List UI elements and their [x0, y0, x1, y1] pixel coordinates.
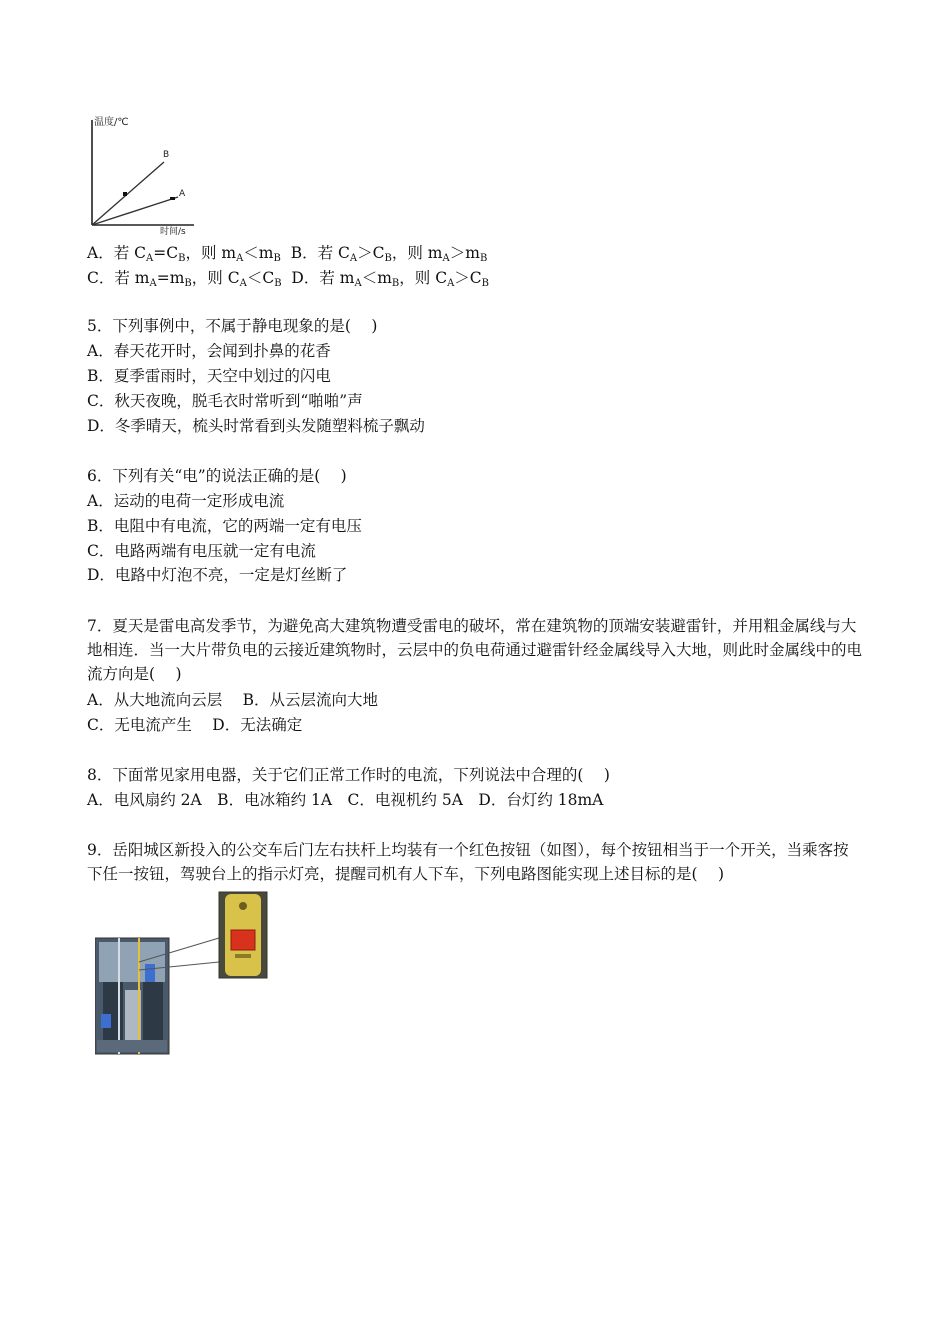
q8-options: A．电风扇约 2A B．电冰箱约 1A C．电视机约 5A D．台灯约 18mA — [87, 791, 604, 809]
line-b-label: B — [163, 150, 170, 160]
q5-option-d: D．冬季晴天，梳头时常看到头发随塑料梳子飘动 — [87, 417, 425, 435]
q4-option-d: D．若 $m_A<m_B$，则 $C_A>C_B$ — [291, 269, 490, 289]
q9-stem: 9．岳阳城区新投入的公交车后门左右扶杆上均装有一个红色按钮（如图），每个按钮相当于一个开关，当乘客按下任一按钮，驾驶台上的指示灯亮，提醒司机有人下车，下列电路图能实现上述目标的是( ) — [87, 841, 849, 883]
line-a — [92, 197, 178, 225]
red-button — [231, 930, 255, 950]
q7-stem: 7．夏天是雷电高发季节，为避免高大建筑物遭受雷电的破坏，常在建筑物的顶端安装避雷针，并用粗金属线与大地相连．当一大片带负电的云接近建筑物时，云层中的负电荷通过避雷针经金属线导入大地，则此时金属线中的电流方向是( ) — [87, 617, 863, 683]
q6-option-a: A．运动的电荷一定形成电流 — [87, 492, 285, 510]
q5-option-b: B．夏季雷雨时，天空中划过的闪电 — [87, 367, 331, 385]
q6-stem: 6．下列有关“电”的说法正确的是( ) — [87, 467, 347, 485]
line-b-marker — [123, 192, 127, 196]
q6-option-d: D．电路中灯泡不亮，一定是灯丝断了 — [87, 566, 348, 584]
q5-option-c: C．秋天夜晚，脱毛衣时常听到“啪啪”声 — [87, 392, 363, 410]
y-axis-label: 温度/℃ — [94, 117, 129, 128]
temperature-time-graph — [86, 112, 198, 236]
q6-option-c: C．电路两端有电压就一定有电流 — [87, 542, 316, 560]
q5-stem: 5．下列事例中，不属于静电现象的是( ) — [87, 317, 378, 335]
q7-options-row1: A．从大地流向云层 B．从云层流向大地 — [87, 691, 379, 709]
q4-option-a: A．若 $C_A=C_B$，则 $m_A<m_B$ — [87, 244, 281, 264]
q4-option-b: B．若 $C_A>C_B$，则 $m_A>m_B$ — [290, 244, 488, 264]
q4-option-c: C．若 $m_A=m_B$，则 $C_A<C_B$ — [87, 269, 282, 289]
bus-button-photo — [95, 890, 271, 1056]
line-b — [92, 162, 164, 225]
q4-options-row2 — [87, 267, 489, 289]
q8-stem: 8．下面常见家用电器，关于它们正常工作时的电流，下列说法中合理的( ) — [87, 766, 610, 784]
q7-options-row2: C．无电流产生 D．无法确定 — [87, 716, 303, 734]
line-a-marker — [170, 197, 175, 200]
q5-option-a: A．春天花开时，会闻到扑鼻的花香 — [87, 342, 331, 360]
x-axis-label: 时间/s — [160, 227, 186, 236]
q6-option-b: B．电阻中有电流，它的两端一定有电压 — [87, 517, 362, 535]
line-a-label: A — [179, 189, 186, 199]
q4-options-row1 — [87, 242, 487, 264]
